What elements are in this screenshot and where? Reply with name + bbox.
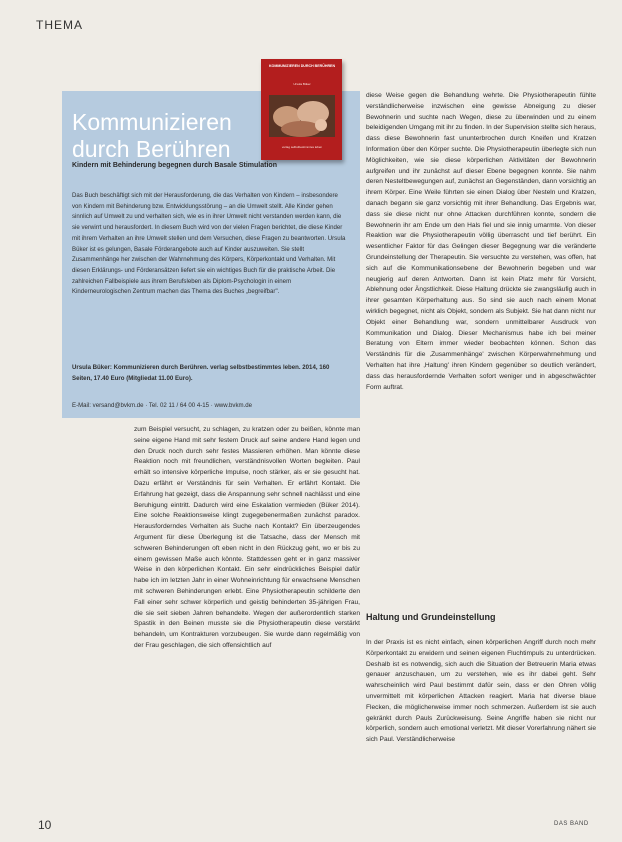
infobox-reference: Ursula Büker: Kommunizieren durch Berühren. verlag selbstbestimmtes leben. 2014, 160 Seiten, 17.40 Euro (Mitgliedat 11.00 Euro). [72, 364, 330, 382]
section-label: THEMA [36, 18, 83, 32]
infobox-contact: E-Mail: versand@bvkm.de · Tel. 02 11 / 64 00 4-15 · www.bvkm.de [72, 402, 253, 409]
book-cover-photo [269, 95, 335, 137]
magazine-footer: DAS BAND [554, 821, 589, 827]
infobox-description: Das Buch beschäftigt sich mit der Herausforderung, die das Verhalten von Kindern – insbesondere von Kindern mit Behinderung bzw. Entwicklungsstörung – an die Umwelt stellt. Alle Kinder gehen sinnlich auf Umwelt zu und verhalten sich, wie es in ihrer Umwelt nicht verstanden werden kann, die sie verwirrt und herausfordert. In diesem Buch wird von der vielen Fragen berichtet, die diese Kinder mit ihrem Verhalten an ihre Umwelt stellen und dem Versuchen, diese Fragen zu beantworten. Ursula Büker ist es gelungen, Basale Förderangebote auch auf Kinder auszuweiten. Sie stellt Zusammenhänge her zwischen der Wahrnehmung des Körpers, Körperkontakt und Verhalten. Mit diesen Erklärungs- und Förderansätzen liefert sie ein wichtiges Buch für die praktische Arbeit. Die zahlreichen Fallbeispiele aus ihrem Berufsleben als Diplom-Psychologin in einem Kinderneurologischen Zentrum machen das Thema des Buches „begreifbar". [72, 192, 346, 296]
infobox-title: Kommunizieren durch Berühren [72, 109, 232, 162]
article-text-left-bottom: zum Beispiel versucht, zu schlagen, zu kratzen oder zu beißen, könnte man seine eigene Hand mit sehr festem Druck auf seine andere Hand legen und den Druck noch durch sehr festes Massieren erhöhen. Man könnte diese Reaktion noch mit freundlichen, verständnisvollen Worten begleiten. Paul erhält so intensive körperliche Impulse, noch stärker, als er sie gesucht hat. Dazu erfährt er Verständnis für sein Verhalten. Er erfährt Kontakt. Die Erfahrung hat gezeigt, dass die Anspannung sehr schnell nachlässt und eine Beruhigung eintritt. Dadurch wird eine Eskalation vermieden (Büker 2014). Eine solche Reaktionsweise klingt zugegebenermaßen zunächst paradox. Herausforderndes Verhalten als Suche nach Kontakt? Ein überzeugendes Argument für diese Überlegung ist die Tatsache, dass der Mensch mit schweren Behinderungen oft eben nicht in den Rückzug geht, wo er bis zu einem gewissen Maße auch könnte. Stattdessen geht er in ganz massiver Weise in den körperlichen Kontakt. Ein sehr eindrückliches Beispiel dafür habe ich im letzten Jahr in einer Wohneinrichtung für erwachsene Menschen mit schweren Behinderungen erlebt. Eine Physiotherapeutin schilderte den Fall einer sehr schwer körperlich und geistig behinderten 35-jährigen Frau, die sie seit sieben Jahren behandelte. Wegen der außerordentlich starken Spastik in den Beinen musste sie die Physiotherapeutin diese verstärkt behandeln, um Kontrakturen vorzubeugen. Sie wurde dann regelmäßig von der Frau geschlagen, die sich offensichtlich auf [134, 426, 360, 649]
book-cover-publisher: verlag selbstbestimmtes leben [281, 145, 323, 149]
book-cover-title: KOMMUNIZIEREN DURCH BERÜHREN [268, 64, 336, 68]
article-subheading: Haltung und Grundeinstellung [366, 612, 496, 622]
book-cover-image [261, 59, 342, 160]
article-text-right-top: diese Weise gegen die Behandlung wehrte. Die Physiotherapeutin fühlte verständlicherweise inzwischen eine gewisse Abneigung zu dieser Bewohnerin und suchte nach Wegen, diese zu überwinden und zu einem beleidigenden Umgang mit ihr zu finden. In der Supervision stellte sich heraus, dass diese Bewohnerin fast ununterbrochen durch Kneifen und Kratzen Information über den Körper suchte. Die Physiotherapeutin überlegte sich nun Möglichkeiten, wie sie diese körperlichen Aktivitäten der Bewohnerin aufgreifen und ihr zunächst auf dieser Ebene begegnen konnte. Sie nahm deren Nesteltbewegungen auf, zunächst an Gegenständen, dann vorsichtig an ihrem Körper. Eine Weile führten sie einen Dialog über Nesteln und Kratzen, danach begann sie ganz vorsichtig mit ihrer Behandlung. Das Ergebnis war, dass sie diese nicht nur ohne Attacken durchführen konnte, sondern die Bewohnerin ihr am Ende um den Hals fiel und sie innig umarmte. Von dieser Reaktion war die Physiotherapeutin völlig überrascht und tief berührt. Ein wesentlicher Faktor für das Gelingen dieser Begegnung war die veränderte Grundeinstellung der Therapeutin. Sie versuchte zu verstehen, was offen, hat sich auf die Kommunikationsebene der Bewohnerin begeben und war neugierig auf deren Antworten. Dann ist kein Platz mehr für Vorsicht, Ablehnung oder Ängstlichkeit. Diese Haltung drückte sie zwangsläufig auch in ihrer gesamten Körperhaltung aus. So sind sie auch nach einem Monat wirklich begegnet, nicht als Objekt, sondern als Subjekt. Sie hat dann nicht nur Objekt einer Behandlung war, sondern unmittelbarer Ausdruck von Kommunikation und Dialog. Dieser Mechanismus habe ich bei meiner Beratung von Eltern immer wieder beobachten können. Schon das Verständnis für die ‚Zusammenhänge' zwischen Körperwahrnehmung und Verhalten hat ihre ‚Haltung' ihren Kindern gegenüber so deutlich verändert, dass das herausfordernde Verhalten sofort weniger und in abgeschwächter Form auftrat. [366, 92, 596, 391]
page-number: 10 [38, 818, 52, 832]
article-text-right-bottom: In der Praxis ist es nicht einfach, einen körperlichen Angriff durch noch mehr Körperkontakt zu erwidern und seinen eigenen Fluchtimpuls zu unterdrücken. Deshalb ist es notwendig, sich auch die Situation der Betreuerin Maria etwas genauer anzuschauen, um zu verstehen, wie es ihr dabei geht. Sehr wahrscheinlich wird Paul bestimmt dafür sein, dass er den Ohren völlig unvermittelt mit körperlichen Attacken reagiert. Maria hat diverse blaue Flecken, die möglicherweise immer noch schmerzen. Außerdem ist sie auch gekränkt durch Pauls Zurückweisung. Seine Angriffe haben sie nicht nur körperlich, sondern auch emotional verletzt. Mit dieser Vorerfahrung nähert sie sich Paul. Verständlicherweise [366, 639, 596, 744]
book-cover-author: Ursula Büker [293, 82, 311, 86]
infobox-subtitle: Kindern mit Behinderung begegnen durch Basale Stimulation [72, 162, 277, 169]
